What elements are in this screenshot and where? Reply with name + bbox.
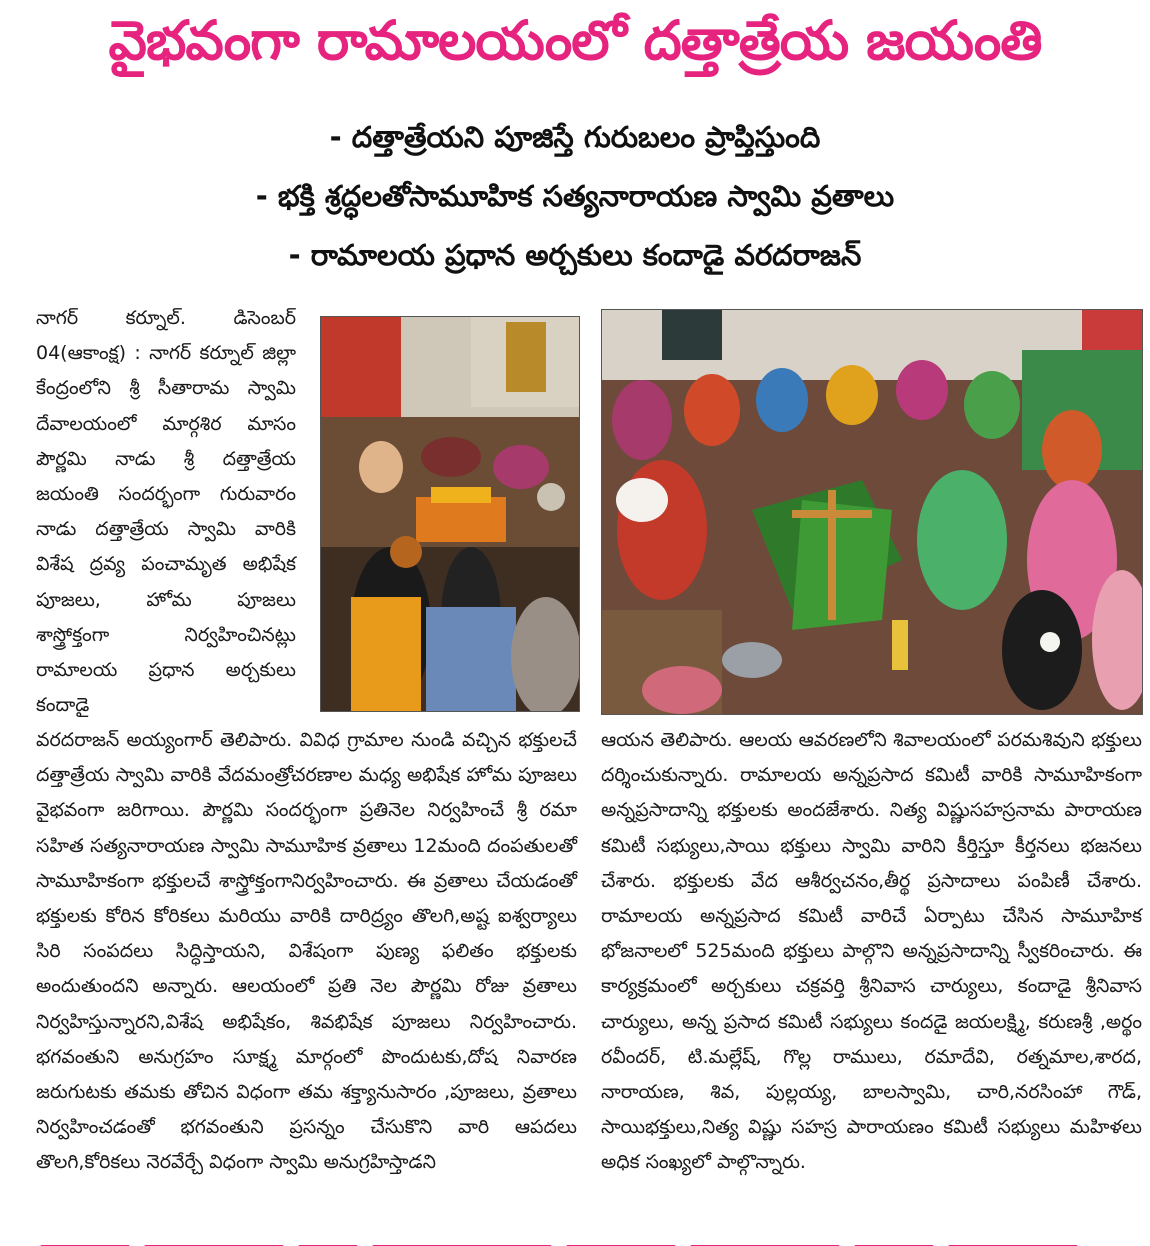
article-column-left-bottom (36, 723, 577, 1181)
next-headline-strip (40, 1236, 1140, 1246)
subheading-2: - భక్తి శ్రద్ధలతోసామూహిక సత్యనారాయణ స్వామి వ్రతాలు (255, 179, 895, 213)
photo-satyanarayana-vratam-image (602, 310, 1142, 714)
subheading-1: - దత్తాత్రేయని పూజిస్తే గురుబలం ప్రాప్తిస్తుంది (329, 120, 821, 154)
subheading-3: - రామాలయ ప్రధాన అర్చకులు కందాడై వరదరాజన్ (288, 238, 862, 272)
article-text: వరదరాజన్ అయ్యంగార్ తెలిపారు. వివిధ గ్రామాల నుండి వచ్చిన భక్తులచే దత్తాత్రేయ స్వామి వారికి వేదమంత్రోచరణాల మధ్య అభిషేక హోమ పూజలు వైభవంగా జరిగాయి. పౌర్ణమి సందర్భంగా ప్రతినెల నిర్వహించే శ్రీ రమా సహిత సత్యనారాయణ స్వామి సామూహిక వ్రతాలు 12మంది దంపతులతో సామూహికంగా భక్తులచే శాస్త్రోక్తంగానిర్వహించారు. ఈ వ్రతాలు చేయడంతో భక్తులకు కోరిన కోరికలు మరియు వారికి దారిద్ర్యం తొలగి,అష్ట ఐశ్వర్యాలు సిరి సంపదలు సిద్ధిస్తాయని, విశేషంగా పుణ్య ఫలితం భక్తులకు అందుతుందని అన్నారు. ఆలయంలో ప్రతి నెల పౌర్ణమి రోజు వ్రతాలు నిర్వహిస్తున్నారని,విశేష అభిషేకం, శివభిషేక పూజలు నిర్వహించారు. భగవంతుని అనుగ్రహం సూక్ష్మ మార్గంలో పొందుటకు,దోష నివారణ జరుగుటకు తమకు తోచిన విధంగా తమ శక్త్యానుసారం ,పూజలు, వ్రతాలు నిర్వహించడంతో భగవంతుని ప్రసన్నం చేసుకొని వారి ఆపదలు తొలగి,కోరికలు నెరవేర్చే విధంగా స్వామి అనుగ్రహిస్తాడని (36, 729, 577, 1174)
headline: వైభవంగా రామాలయంలో దత్తాత్రేయ జయంతి (108, 9, 1042, 72)
photo-homam-ritual-image (321, 317, 579, 711)
article-column-left-top (36, 301, 296, 723)
article-text: నాగర్ కర్నూల్. డిసెంబర్ 04(ఆకాంక్ష) : నాగర్ కర్నూల్ జిల్లా కేంద్రంలోని శ్రీ సీతారామ స్వామి దేవాలయంలో మార్గశిర మాసం పౌర్ణమి నాడు శ్రీ దత్తాత్రేయ జయంతి సందర్భంగా గురువారం నాడు దత్తాత్రేయ స్వామి వారికి విశేష ద్రవ్య పంచామృత అభిషేక పూజలు, హోమ పూజలు శాస్త్రోక్తంగా నిర్వహించినట్లు రామాలయ ప్రధాన అర్చకులు కందాడై (36, 307, 296, 717)
article-column-right-bottom (601, 723, 1142, 1181)
photo-satyanarayana-vratam (601, 309, 1143, 715)
photo-homam-ritual (320, 316, 580, 712)
article-text: ఆయన తెలిపారు. ఆలయ ఆవరణలోని శివాలయంలో పరమశివుని భక్తులు దర్శించుకున్నారు. రామాలయ అన్నప్రసాద కమిటీ వారికి సామూహికంగా అన్నప్రసాదాన్ని భక్తులకు అందజేశారు. నిత్య విష్ణుసహస్రనామ పారాయణ కమిటీ సభ్యులు,సాయి భక్తులు స్వామి వారిని కీర్తిస్తూ కీర్తనలు భజనలు చేశారు. భక్తులకు వేద ఆశీర్వచనం,తీర్థ ప్రసాదాలు పంపిణీ చేశారు. రామాలయ అన్నప్రసాద కమిటీ వారిచే ఏర్పాటు చేసిన సామూహిక భోజనాలలో 525మంది భక్తులు పాల్గొని అన్నప్రసాదాన్ని స్వీకరించారు. ఈ కార్యక్రమంలో అర్చకులు చక్రవర్తి శ్రీనివాస చార్యులు, కందాడై శ్రీనివాస చార్యులు, అన్న ప్రసాద కమిటీ సభ్యులు కందడై జయలక్ష్మి, కరుణశ్రీ ,అర్థం రవీందర్, టి.మల్లేష్, గొల్ల రాములు, రమాదేవి, రత్నమాల,శారద, నారాయణ, శివ, పుల్లయ్య, బాలస్వామి, చారి,నరసింహా గౌడ్, సాయిభక్తులు,నిత్య విష్ణు సహస్ర పారాయణం కమిటీ సభ్యులు మహిళలు అధిక సంఖ్యలో పాల్గొన్నారు. (601, 729, 1142, 1174)
